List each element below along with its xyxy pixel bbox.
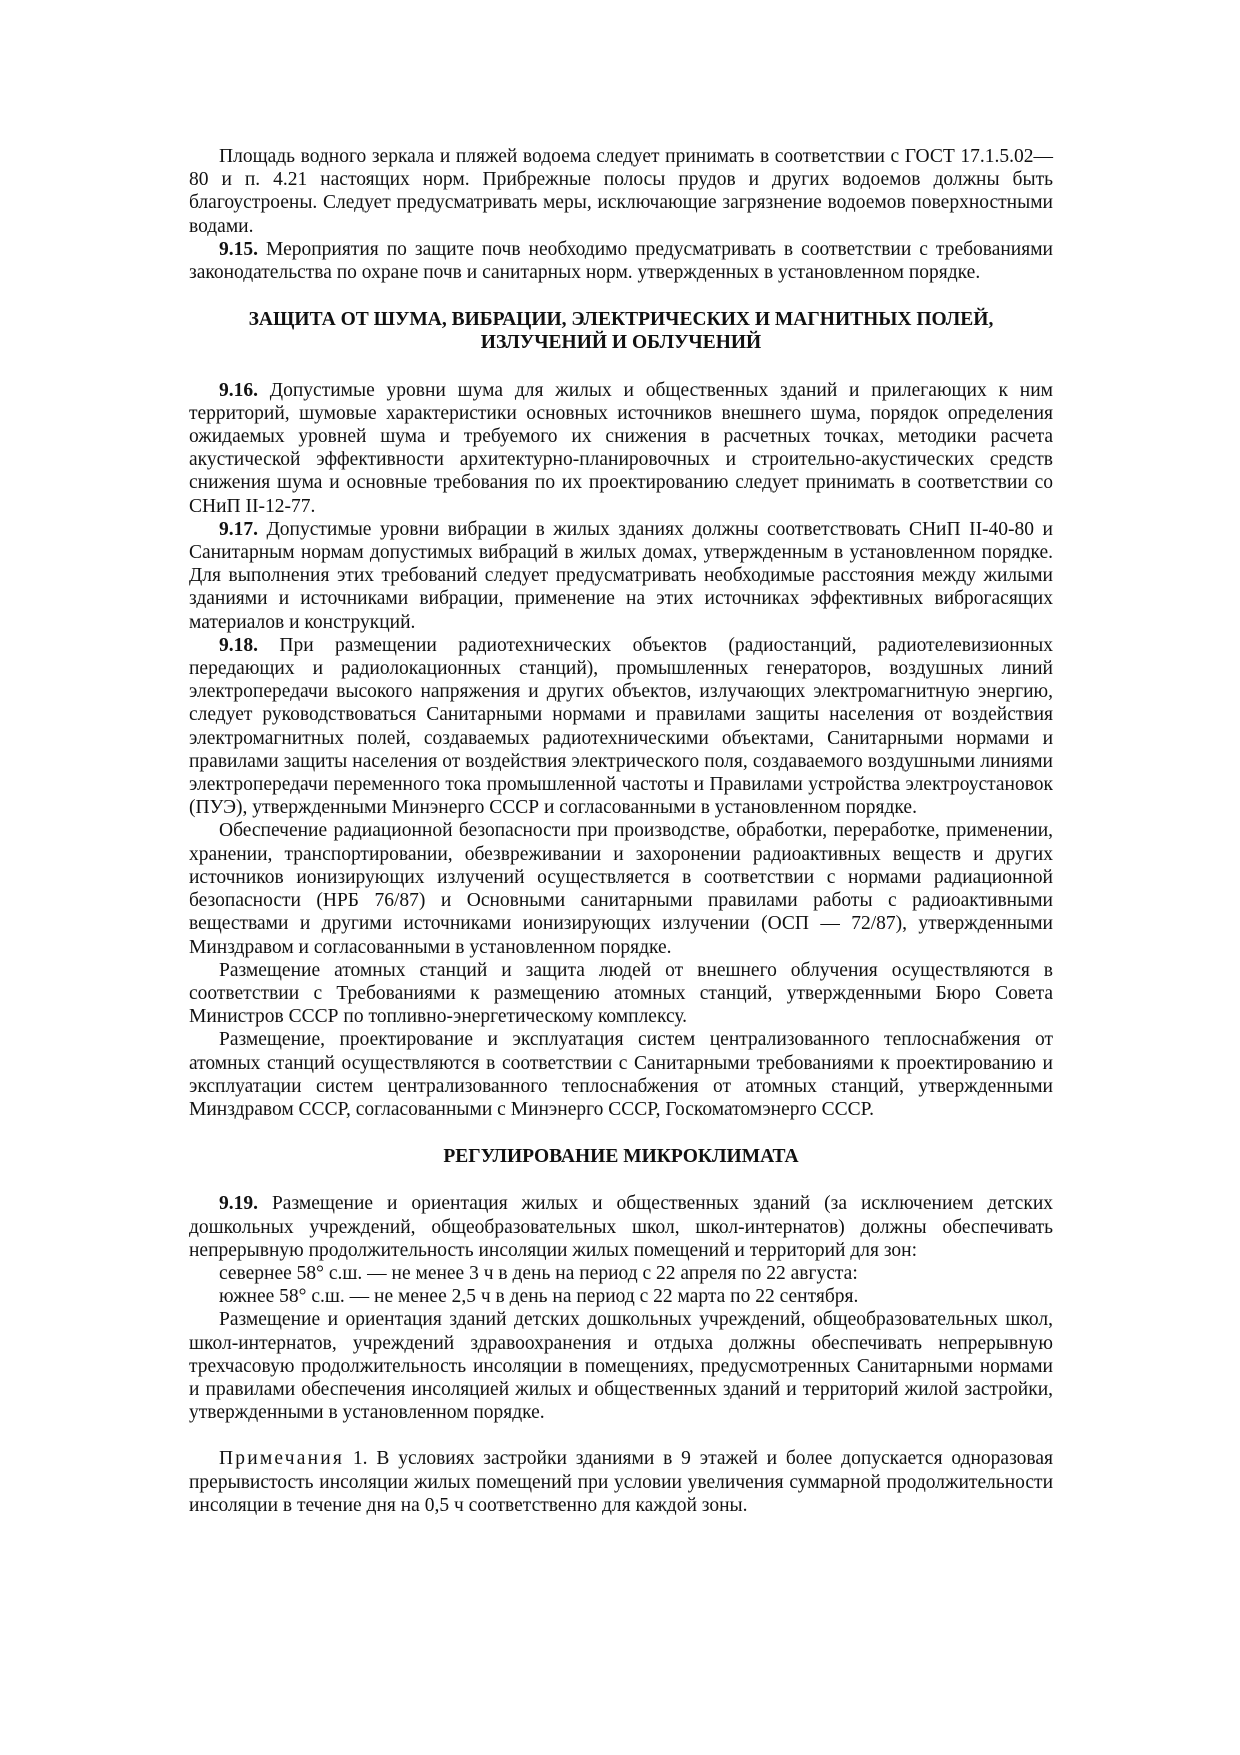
paragraph-radiation-safety: Обеспечение радиационной безопасности при производстве, обработки, переработке, применении, хранении, транспортировании, обезвреживании и захоронении радиоактивных веществ и других источников ионизирующих излучений осуществляется в соответствии с нормами радиационной безопасности (НРБ 76/87) и Основными санитарными правилами работы с радиоактивными веществами и другими источниками ионизирующих излучении (ОСП — 72/87), утвержденными Минздравом и согласованными в установленном порядке. [189, 820, 1053, 958]
heading-line-1: ЗАЩИТА ОТ ШУМА, ВИБРАЦИИ, ЭЛЕКТРИЧЕСКИХ И МАГНИТНЫХ ПОЛЕЙ, [248, 309, 994, 331]
paragraph-9-16 [189, 379, 1053, 518]
clause-number: 9.19. [219, 1193, 258, 1215]
paragraph-9-19 [189, 1192, 1053, 1262]
paragraph-9-18 [189, 634, 1053, 820]
clause-text: Мероприятия по защите почв необходимо предусматривать в соответствии с требованиями законодательства по охране почв и санитарных норм. утвержденных в установленном порядке. [189, 238, 1053, 284]
paragraph-npp-placement: Размещение атомных станций и защита людей от внешнего облучения осуществляются в соответствии с Требованиями к размещению атомных станций, утвержденными Бюро Совета Министров СССР по топливно-энергетическому комплексу. [189, 959, 1053, 1028]
clause-number: 9.17. [219, 518, 258, 540]
clause-number: 9.15. [219, 238, 258, 260]
heading-line-2: ИЗЛУЧЕНИЙ И ОБЛУЧЕНИЙ [480, 332, 762, 354]
paragraph-water-surface: Площадь водного зеркала и пляжей водоема следует принимать в соответствии с ГОСТ 17.1.5.02—80 и п. 4.21 настоящих норм. Прибрежные полосы прудов и других водоемов должны быть благоустроены. Следует предусматривать меры, исключающие загрязнение водоемов поверхностными водами. [189, 146, 1053, 237]
section-heading-noise-protection [189, 308, 1053, 354]
clause-number: 9.18. [219, 634, 258, 656]
paragraph-south-zone: южнее 58° с.ш. — не менее 2,5 ч в день на период с 22 марта по 22 сентября. [219, 1286, 859, 1308]
paragraph-9-15 [189, 238, 1053, 284]
paragraph-heat-supply: Размещение, проектирование и эксплуатация систем централизованного теплоснабжения от атомных станций осуществляются в соответствии с Санитарными требованиями к проектированию и эксплуатации систем централизованного теплоснабжения от атомных станций, утвержденными Минздравом СССР, согласованными с Минэнерго СССР, Госкоматомэнерго СССР. [189, 1029, 1053, 1120]
clause-number: 9.16. [219, 379, 258, 401]
paragraph-north-zone: севернее 58° с.ш. — не менее 3 ч в день на период с 22 апреля по 22 августа: [219, 1262, 858, 1284]
paragraph-children-buildings: Размещение и ориентация зданий детских дошкольных учреждений, общеобразовательных школ, школ-интернатов, учреждений здравоохранения и отдыха должны обеспечивать непрерывную трехчасовую продолжительность инсоляции в помещениях, предусмотренных Санитарными нормами и правилами обеспечения инсоляцией жилых и общественных зданий и территорий жилой застройки, утвержденными в установленном порядке. [189, 1309, 1053, 1424]
clause-text: Размещение и ориентация жилых и общественных зданий (за исключением детских дошкольных учреждений, общеобразовательных школ, школ-интернатов) должны обеспечивать непрерывную продолжительность инсоляции жилых помещений и территорий для зон: [189, 1193, 1053, 1261]
note-text: 1. В условиях застройки зданиями в 9 этажей и более допускается одноразовая прерывистость инсоляции жилых помещений при условии увеличения суммарной продолжительности инсоляции в течение дня на 0,5 ч соответственно для каждой зоны. [189, 1448, 1053, 1516]
section-heading-microclimate: РЕГУЛИРОВАНИЕ МИКРОКЛИМАТА [443, 1146, 799, 1168]
clause-text: Допустимые уровни шума для жилых и общественных зданий и прилегающих к ним территорий, шумовые характеристики основных источников внешнего шума, порядок определения ожидаемых уровней шума и требуемого их снижения в расчетных точках, методики расчета акустической эффективности архитектурно-планировочных и строительно-акустических средств снижения шума и основные требования по их проектированию следует принимать в соответствии со СНиП II-12-77. [189, 379, 1053, 517]
paragraph-9-17 [189, 518, 1053, 634]
clause-text: При размещении радиотехнических объектов (радиостанций, радиотелевизионных передающих и радиолокационных станций), промышленных генераторов, воздушных линий электропередачи высокого напряжения и других объектов, излучающих электромагнитную энергию, следует руководствоваться Санитарными нормами и правилами защиты населения от воздействия электромагнитных полей, создаваемых радиотехническими объектами, Санитарными нормами и правилами защиты населения от воздействия электрического поля, создаваемого воздушными линиями электропередачи переменного тока промышленной частоты и Правилами устройства электроустановок (ПУЭ), утвержденными Минэнерго СССР и согласованными в установленном порядке. [189, 634, 1053, 819]
note-label: Примечания [219, 1448, 345, 1470]
paragraph-note [189, 1447, 1053, 1517]
clause-text: Допустимые уровни вибрации в жилых зданиях должны соответствовать СНиП II-40-80 и Санитарным нормам допустимых вибраций в жилых домах, утвержденным в установленном порядке. Для выполнения этих требований следует предусматривать необходимые расстояния между жилыми зданиями и источниками вибрации, применение на этих источниках эффективных виброгасящих материалов и конструкций. [189, 518, 1053, 633]
document-page [189, 145, 1053, 1517]
